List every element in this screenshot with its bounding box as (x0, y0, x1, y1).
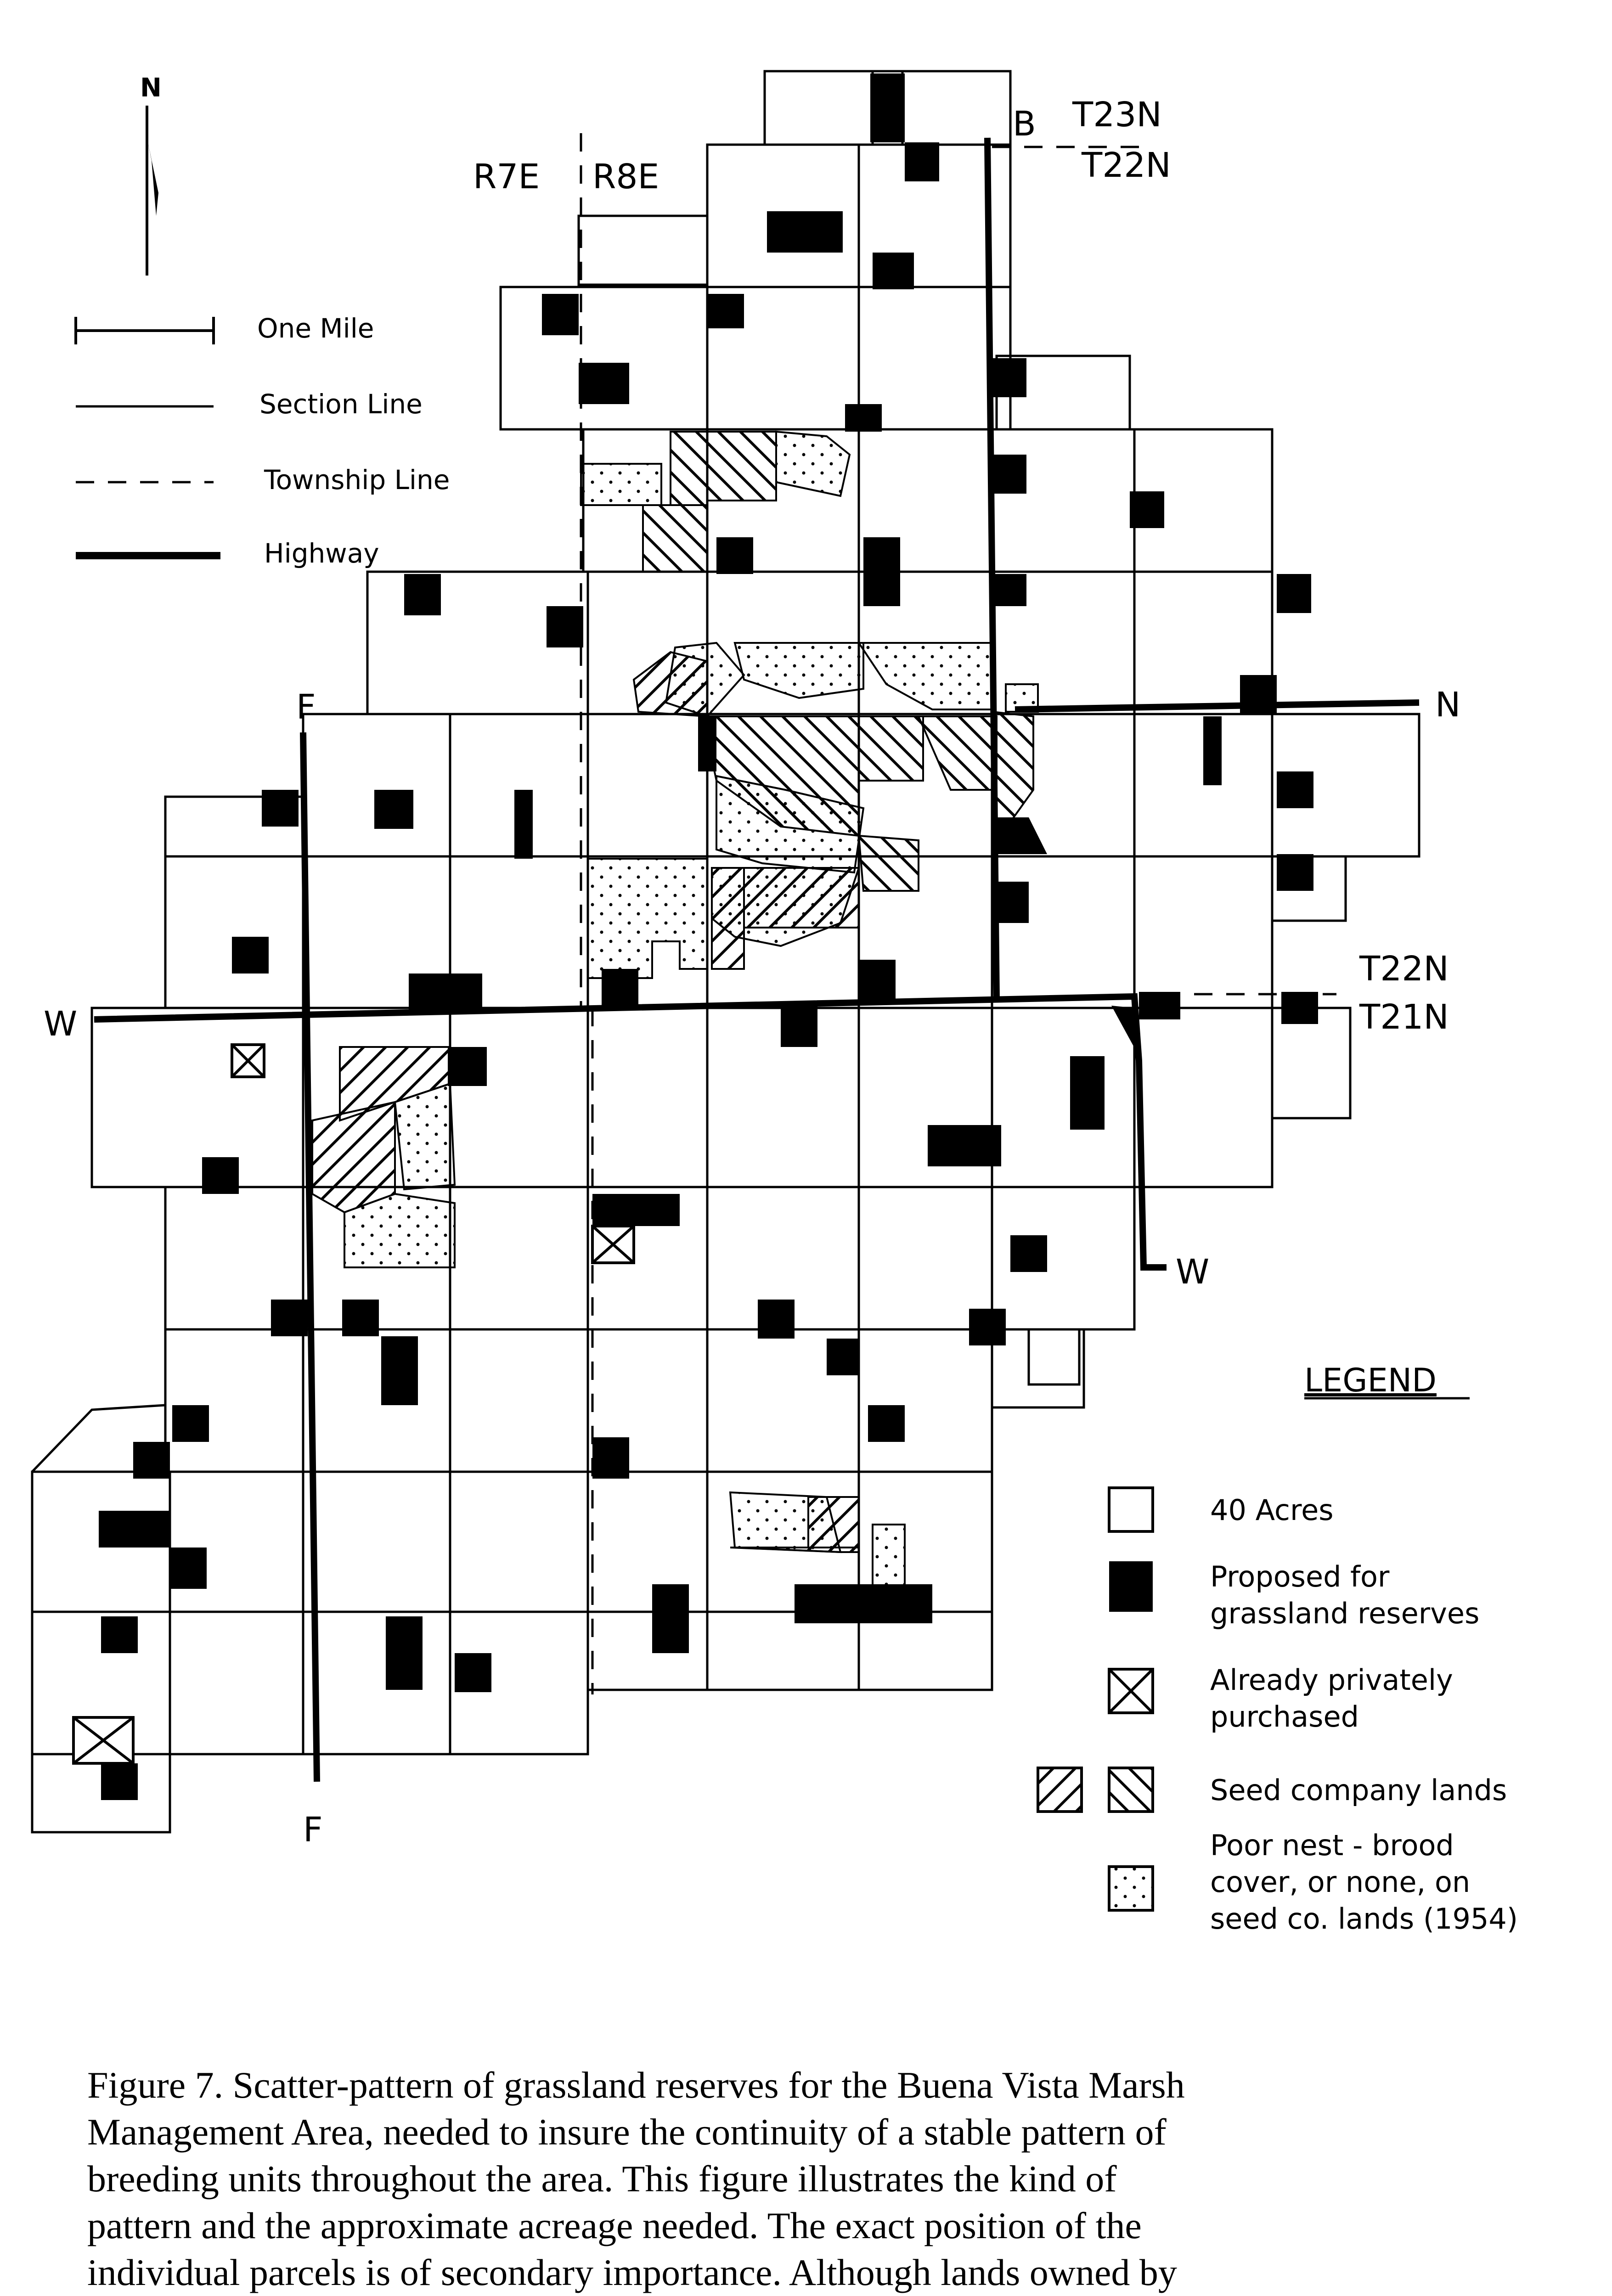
b-label: B (1013, 104, 1036, 144)
legend-proposed-label-1: Proposed for (1210, 1560, 1390, 1593)
highway-w-right-label: W (1176, 1252, 1210, 1292)
legend-seed-swatch-back (1109, 1768, 1153, 1812)
one-mile-label: One Mile (257, 313, 374, 344)
legend-seed-label: Seed company lands (1210, 1773, 1507, 1807)
legend-forty-acres-swatch (1109, 1488, 1153, 1531)
township-line-label: Township Line (264, 464, 450, 495)
figure-caption (87, 2062, 1534, 2296)
t22n-top-label: T22N (1082, 146, 1171, 185)
legend-title: LEGEND (1304, 1362, 1437, 1399)
legend-poor-cover-label-2: cover, or none, on (1210, 1865, 1471, 1899)
legend-seed-swatch-forward (1038, 1768, 1082, 1812)
highway-n-label: N (1435, 685, 1461, 725)
t23n-label: T23N (1072, 95, 1162, 135)
north-label: N (140, 73, 162, 103)
caption-line: Management Area, needed to insure the continuity of a stable pattern of (87, 2111, 1167, 2153)
legend-forty-acres-label: 40 Acres (1210, 1493, 1334, 1527)
line-legend (76, 313, 450, 569)
legend-poor-cover-swatch (1109, 1867, 1153, 1910)
caption-line: breeding units throughout the area. This figure illustrates the kind of (87, 2158, 1117, 2200)
caption-line: Figure 7. Scatter-pattern of grassland reserves for the Buena Vista Marsh (87, 2064, 1185, 2106)
legend-poor-cover-label-3: seed co. lands (1954) (1210, 1902, 1518, 1936)
highway-label: Highway (264, 538, 379, 569)
t21n-right-label: T21N (1359, 997, 1449, 1037)
range-r7e-label: R7E (473, 157, 540, 197)
t22n-right-label: T22N (1359, 949, 1449, 989)
map-legend (1038, 1362, 1518, 1936)
legend-poor-cover-label-1: Poor nest - brood (1210, 1829, 1454, 1862)
highway-f-top-label: F (296, 687, 316, 727)
section-line-label: Section Line (259, 388, 423, 420)
caption-line: pattern and the approximate acreage needed. The exact position of the (87, 2205, 1142, 2246)
legend-purchased-label-1: Already privately (1210, 1663, 1453, 1697)
north-arrow (140, 73, 162, 276)
highway-f-bottom-label: F (303, 1810, 323, 1850)
highway-w-left-label: W (44, 1004, 78, 1044)
legend-proposed-label-2: grassland reserves (1210, 1597, 1480, 1630)
caption-line: individual parcels is of secondary importance. Although lands owned by (87, 2251, 1177, 2293)
legend-proposed-swatch (1109, 1561, 1153, 1612)
legend-purchased-label-2: purchased (1210, 1700, 1359, 1733)
range-r8e-label: R8E (592, 157, 659, 197)
legend-purchased-swatch (1109, 1669, 1153, 1713)
poor-cover-areas (344, 432, 1038, 1607)
